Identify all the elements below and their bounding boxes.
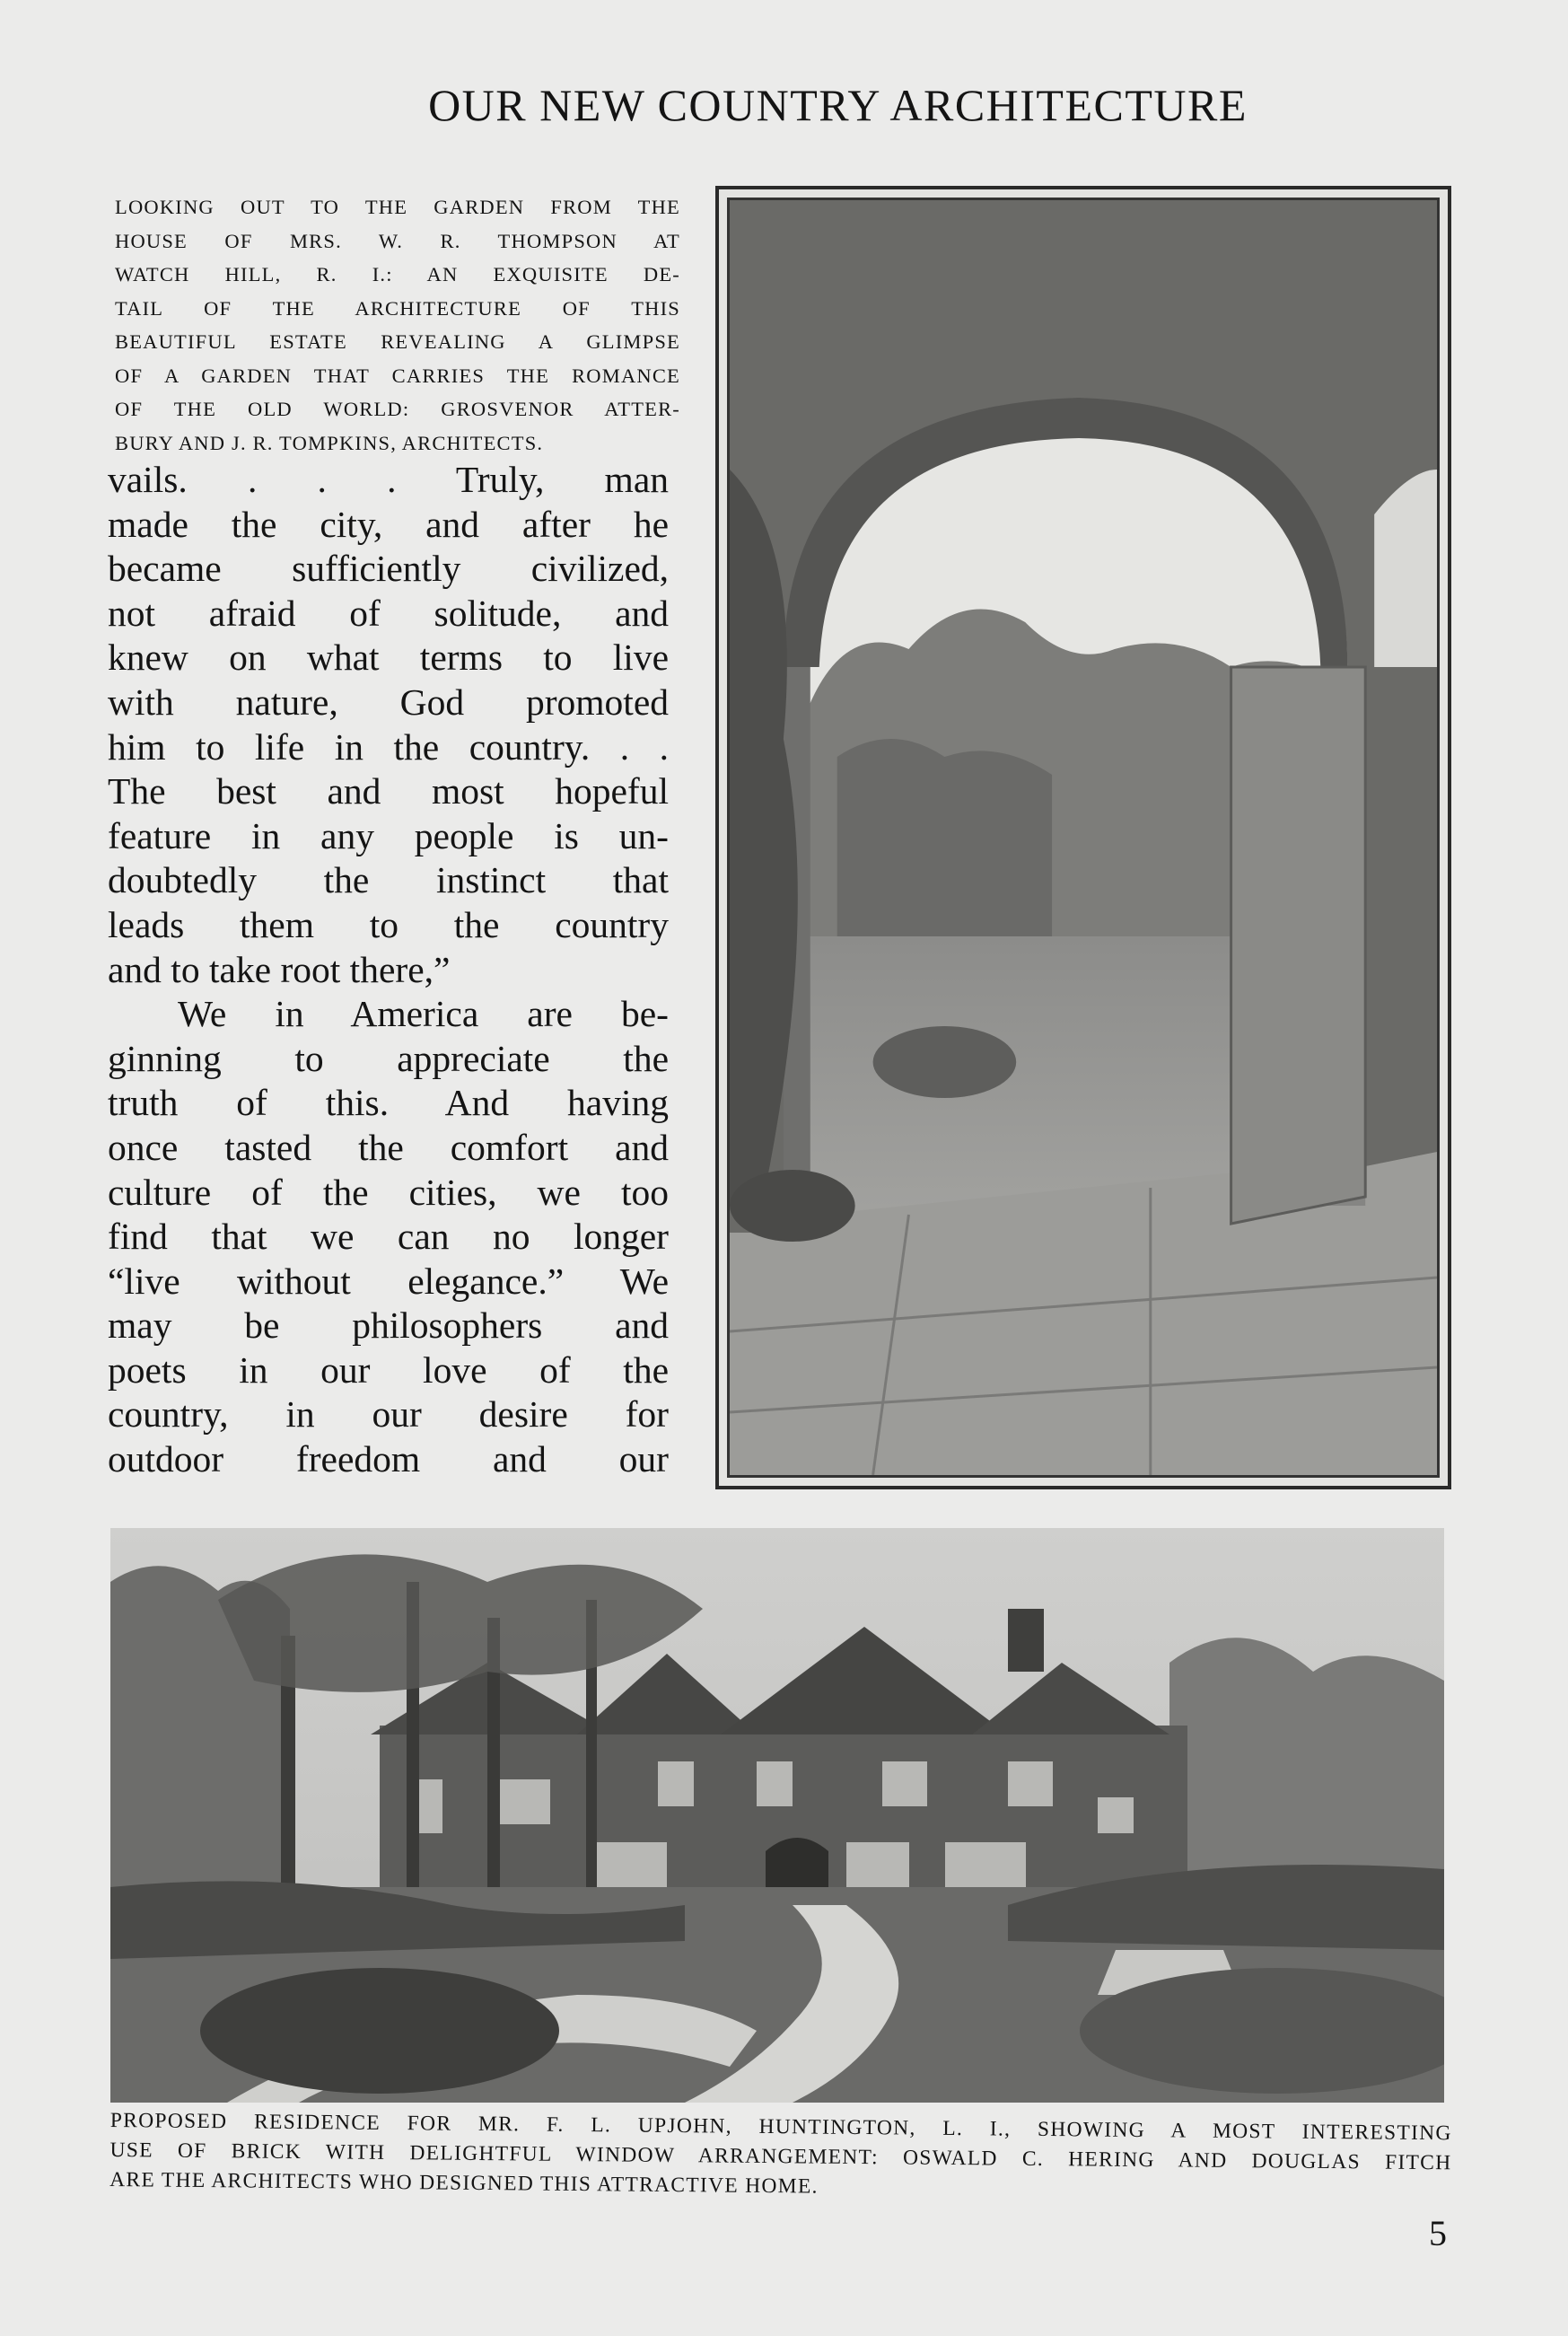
caption-line: BEAUTIFUL ESTATE REVEALING A GLIMPSE xyxy=(115,330,680,353)
body-line: find that we can no longer xyxy=(108,1216,669,1258)
caption-line: BURY AND J. R. TOMPKINS, ARCHITECTS. xyxy=(115,431,544,454)
caption-line: LOOKING OUT TO THE GARDEN FROM THE xyxy=(115,196,680,218)
body-line: ginning to appreciate the xyxy=(108,1037,669,1079)
caption-line: PROPOSED RESIDENCE FOR MR. F. L. UPJOHN, HUNTINGTON, L. I., SHOWING A MOST INTERESTING xyxy=(109,2108,1452,2146)
page-number: 5 xyxy=(1429,2213,1447,2253)
caption-line: USE OF BRICK WITH DELIGHTFUL WINDOW ARRANGEMENT: OSWALD C. HERING AND DOUGLAS FITCH xyxy=(109,2138,1452,2175)
body-line: him to life in the country. . . xyxy=(108,725,669,768)
body-line: poets in our love of the xyxy=(108,1348,669,1391)
body-line: The best and most hopeful xyxy=(108,770,669,812)
body-line: made the city, and after he xyxy=(108,503,669,545)
caption-line: OF A GARDEN THAT CARRIES THE ROMANCE xyxy=(115,364,680,387)
body-line: feature in any people is un- xyxy=(108,814,669,856)
residence-illustration xyxy=(110,1528,1444,2103)
body-line: with nature, God promoted xyxy=(108,681,669,723)
body-line: became sufficiently civilized, xyxy=(108,548,669,590)
body-line: may be philosophers and xyxy=(108,1304,669,1347)
caption-line: TAIL OF THE ARCHITECTURE OF THIS xyxy=(115,296,680,320)
body-line: country, in our desire for xyxy=(108,1393,669,1436)
garden-arch-photo-frame xyxy=(715,186,1451,1489)
body-line: We in America are be- xyxy=(178,993,669,1035)
body-line: and to take root there,” xyxy=(108,948,451,990)
body-text-column xyxy=(108,458,669,1482)
body-line: knew on what terms to live xyxy=(108,637,669,679)
body-line: culture of the cities, we too xyxy=(108,1171,669,1213)
body-line: not afraid of solitude, and xyxy=(108,592,669,634)
body-line: once tasted the comfort and xyxy=(108,1126,669,1168)
caption-line: WATCH HILL, R. I.: AN EXQUISITE DE- xyxy=(115,263,680,285)
body-line: outdoor freedom and our xyxy=(108,1438,669,1480)
bottom-photo-caption xyxy=(109,2106,1452,2208)
caption-line: HOUSE OF MRS. W. R. THOMPSON AT xyxy=(115,229,680,252)
body-line: leads them to the country xyxy=(108,903,669,945)
top-photo-caption xyxy=(115,190,680,460)
body-line: “live without elegance.” We xyxy=(108,1260,669,1302)
body-line: truth of this. And having xyxy=(108,1082,669,1124)
garden-arch-illustration xyxy=(730,200,1437,1475)
page-title: OUR NEW COUNTRY ARCHITECTURE xyxy=(428,80,1248,130)
caption-line: ARE THE ARCHITECTS WHO DESIGNED THIS ATTRACTIVE HOME. xyxy=(109,2167,819,2199)
caption-line: OF THE OLD WORLD: GROSVENOR ATTER- xyxy=(115,398,680,420)
body-line: vails. . . . Truly, man xyxy=(108,459,669,500)
body-line: doubtedly the instinct that xyxy=(108,859,669,901)
garden-arch-photo xyxy=(727,198,1440,1478)
upjohn-residence-photo xyxy=(110,1528,1444,2103)
